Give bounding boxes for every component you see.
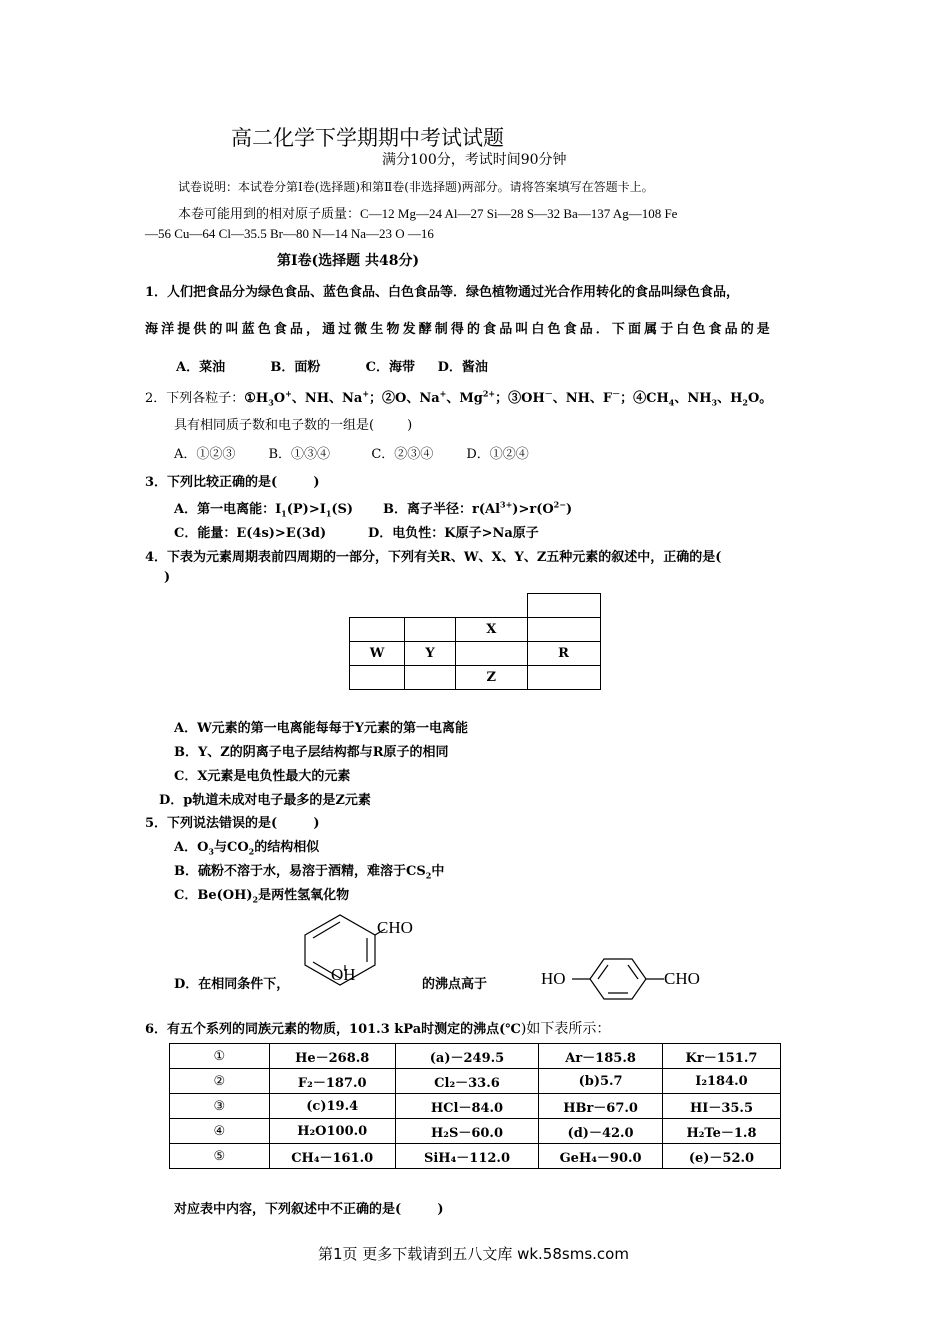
pt-cell [350, 594, 405, 618]
question-1-line-2: 海洋提供的叫蓝色食品，通过微生物发酵制得的食品叫白色食品．下面属于白色食品的是 [145, 322, 773, 337]
q3-b-text: ) [565, 502, 573, 517]
cho-group-label-2: CHO [664, 969, 700, 988]
question-1-options: A．菜油 B．面粉 C．海带 D．酱油 [176, 360, 488, 375]
q2-species: ；③OH [495, 391, 545, 406]
q3-sub: 1 [281, 508, 287, 519]
pt-cell [527, 594, 600, 618]
q5-text: C．Be(OH) [174, 888, 253, 903]
table-cell: (d)－42.0 [539, 1119, 663, 1144]
q5-text: 的结构相似 [254, 840, 320, 855]
q5-text: 与CO [214, 840, 249, 855]
q5-text: 中 [431, 864, 445, 879]
q2-sub: 2 [742, 397, 748, 408]
q2-species: 、H [717, 391, 743, 406]
table-row [170, 1069, 781, 1094]
boiling-point-table [169, 1043, 781, 1169]
q5-text: A．O [174, 840, 209, 855]
exam-instructions: 试卷说明：本试卷分第Ⅰ卷(选择题)和第Ⅱ卷(非选择题)两部分。请将答案填写在答题卡上。 [178, 180, 654, 194]
table-cell: SiH₄－112.0 [395, 1144, 538, 1169]
pt-cell-r: R [527, 642, 600, 666]
q5-sub: 2 [425, 870, 432, 881]
row-label-cell: ④ [170, 1119, 270, 1144]
pt-cell [405, 666, 456, 690]
question-5-stem: 5．下列说法错误的是( ) [145, 816, 320, 831]
pt-cell [350, 618, 405, 642]
table-cell: HI－35.5 [662, 1094, 780, 1119]
q2-sup: + [439, 388, 447, 399]
ring-inner-bond [628, 965, 638, 979]
oh-group-label: OH [331, 965, 356, 984]
table-cell: HBr－67.0 [539, 1094, 663, 1119]
question-3-option-d: D．电负性：K原子>Na原子 [368, 526, 539, 541]
table-cell: (b)5.7 [539, 1069, 663, 1094]
page-footer: 第1页 更多下载请到五八文库 wk.58sms.com [318, 1245, 629, 1263]
q3-a-text: (P)>I [286, 502, 326, 517]
pt-cell [456, 594, 528, 618]
q2-species: O [273, 391, 286, 406]
q2-sub: 3 [268, 397, 274, 408]
q5-sub: 2 [252, 894, 259, 905]
question-2-options: A．①②③ B．①③④ C．②③④ D．①②④ [174, 447, 529, 462]
q2-species: ；④CH [620, 391, 669, 406]
question-5-option-c [174, 884, 349, 905]
question-5-option-d-middle: 的沸点高于 [422, 977, 488, 992]
question-4-line-2: ) [164, 570, 171, 585]
question-1-line-1: 1．人们把食品分为绿色食品、蓝色食品、白色食品等．绿色植物通过光合作用转化的食品叫绿色食品， [145, 285, 740, 300]
table-cell: CH₄－161.0 [269, 1144, 395, 1169]
pt-cell-y: Y [405, 642, 456, 666]
q6-stem-part: )如下表所示： [520, 1021, 611, 1037]
table-row [170, 1044, 781, 1069]
q2-sup: + [362, 388, 370, 399]
q2-species: 、Mg [446, 391, 483, 406]
question-5-option-b [174, 860, 444, 881]
pt-cell-z: Z [456, 666, 528, 690]
q2-species: 、NH [674, 391, 712, 406]
question-4-option-b: B．Y、Z的阴离子电子层结构都与R原子的相同 [174, 745, 449, 760]
q3-sub: 1 [325, 508, 332, 519]
question-3-stem: 3．下列比较正确的是( ) [145, 475, 320, 490]
table-cell: H₂Te－1.8 [662, 1119, 780, 1144]
question-4-option-a: A．W元素的第一电离能每每于Y元素的第一电离能 [174, 721, 468, 736]
question-3-option-b [383, 498, 572, 517]
row-label-cell: ② [170, 1069, 270, 1094]
q2-number: 2．下列各粒子： [145, 391, 245, 406]
q2-sup: 2+ [482, 388, 496, 399]
question-6-after: 对应表中内容，下列叙述中不正确的是( ) [174, 1202, 444, 1217]
row-label-cell: ⑤ [170, 1144, 270, 1169]
table-cell: Cl₂－33.6 [395, 1069, 538, 1094]
ho-group-label: HO [541, 969, 566, 988]
pt-cell [527, 666, 600, 690]
table-cell: He－268.8 [269, 1044, 395, 1069]
q3-b-text: B．离子半径：r(Al [383, 502, 501, 517]
q2-species: ；②O、Na [369, 391, 440, 406]
page-title: 高二化学下学期期中考试试题 [231, 126, 504, 150]
pt-cell [527, 618, 600, 642]
q2-species: 、NH、F [552, 391, 613, 406]
table-cell: F₂－187.0 [269, 1069, 395, 1094]
q5-sub: 2 [248, 846, 255, 857]
q3-sup: 2− [553, 499, 566, 510]
q2-sub: 4 [668, 397, 675, 408]
table-row [170, 1144, 781, 1169]
q5-text: B．硫粉不溶于水，易溶于酒精，难溶于CS [174, 864, 426, 879]
section-1-title: 第Ⅰ卷(选择题 共48分) [277, 253, 420, 269]
question-3-option-a [174, 498, 353, 519]
row-label-cell: ① [170, 1044, 270, 1069]
atomic-mass-line-1: 本卷可能用到的相对原子质量：C—12 Mg—24 Al—27 Si—28 S—32 Ba—137 Ag—108 Fe [178, 206, 678, 221]
q2-species: O。 [747, 391, 773, 406]
pt-cell [456, 642, 528, 666]
question-5-option-d-prefix: D．在相同条件下， [174, 977, 290, 992]
question-3-option-c: C．能量：E(4s)>E(3d) [174, 526, 327, 541]
row-label-cell: ③ [170, 1094, 270, 1119]
table-cell: (e)－52.0 [662, 1144, 780, 1169]
question-5-option-a [174, 836, 319, 857]
table-cell: (c)19.4 [269, 1094, 395, 1119]
question-2-line-2: 具有相同质子数和电子数的一组是( ) [174, 418, 413, 433]
q2-sup: － [544, 388, 553, 399]
pt-cell [350, 666, 405, 690]
table-cell: I₂184.0 [662, 1069, 780, 1094]
question-4-option-d: D．p轨道未成对电子最多的是Z元素 [159, 793, 371, 808]
q2-species: ①H [244, 391, 269, 406]
table-cell: H₂S－60.0 [395, 1119, 538, 1144]
pt-cell [405, 594, 456, 618]
exam-subtitle: 满分100分，考试时间90分钟 [382, 152, 567, 168]
table-row [170, 1119, 781, 1144]
pt-cell [405, 618, 456, 642]
q2-sup: + [285, 388, 292, 399]
q3-b-text: )>r(O [512, 502, 554, 517]
q6-stem-part: 6．有五个系列的同族元素的物质，101.3 kPa时测定的沸点(℃ [145, 1022, 521, 1037]
question-6-stem [145, 1018, 610, 1038]
table-cell: H₂O100.0 [269, 1119, 395, 1144]
cho-group-label: CHO [377, 918, 413, 937]
q2-sup: － [612, 388, 621, 399]
table-cell: Kr－151.7 [662, 1044, 780, 1069]
table-cell: (a)－249.5 [395, 1044, 538, 1069]
para-hydroxybenzaldehyde-structure [570, 955, 670, 1005]
periodic-table-fragment [349, 593, 601, 690]
question-2-line-1 [145, 387, 772, 408]
q3-a-text: A．第一电离能：I [174, 502, 282, 517]
table-cell: Ar－185.8 [539, 1044, 663, 1069]
question-4-option-c: C．X元素是电负性最大的元素 [174, 769, 351, 784]
q5-text: 是两性氢氧化物 [258, 888, 350, 903]
pt-cell-w: W [350, 642, 405, 666]
q2-species: 、NH、Na [291, 391, 363, 406]
q5-sub: 3 [208, 846, 214, 857]
pt-cell-x: X [456, 618, 528, 642]
table-row [170, 1094, 781, 1119]
table-cell: GeH₄－90.0 [539, 1144, 663, 1169]
ring-inner-bond [598, 965, 608, 979]
table-cell: HCl－84.0 [395, 1094, 538, 1119]
q3-a-text: (S) [331, 502, 354, 517]
atomic-mass-line-2: —56 Cu—64 Cl—35.5 Br—80 N—14 Na—23 O —16 [145, 226, 434, 241]
q3-sup: 3+ [500, 499, 513, 510]
question-4-line-1: 4．下表为元素周期表前四周期的一部分，下列有关R、W、X、Y、Z五种元素的叙述中，正确的是( [145, 550, 722, 565]
q2-sub: 3 [711, 397, 718, 408]
